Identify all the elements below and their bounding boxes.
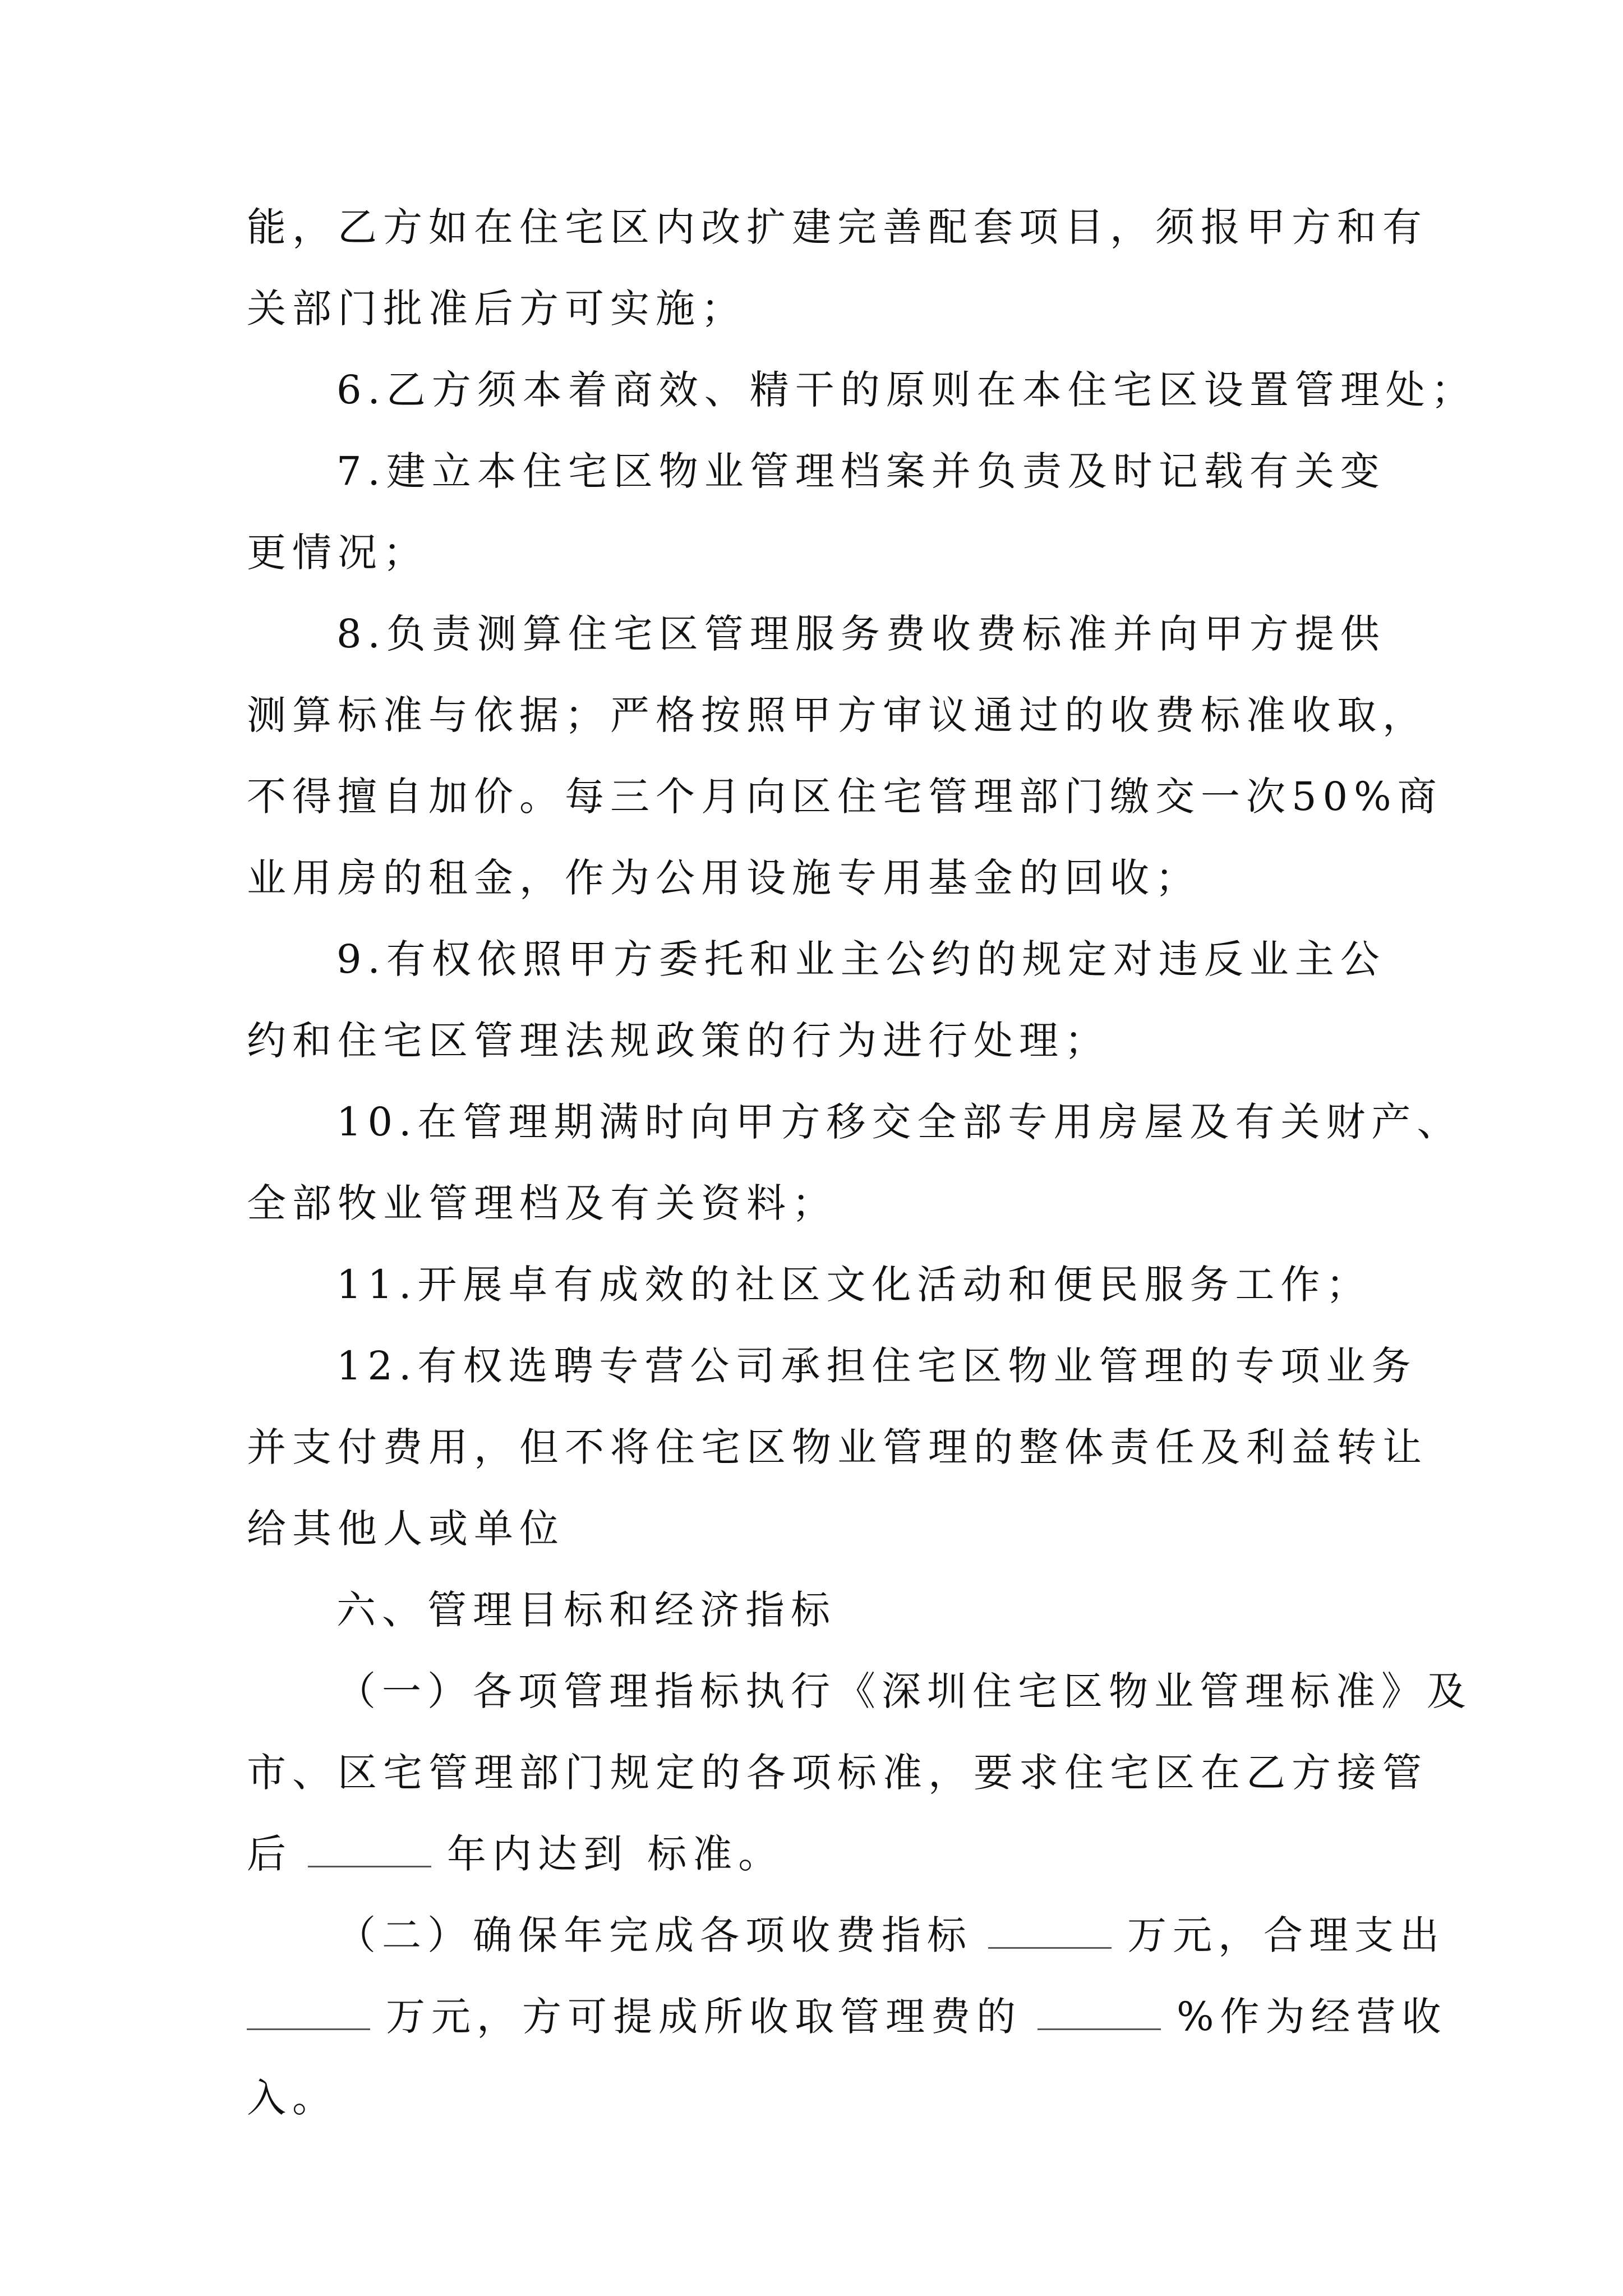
text-line: 市、区宅管理部门规定的各项标准，要求住宅区在乙方接管 — [247, 1750, 1428, 1796]
section-heading: 六、管理目标和经济指标 — [336, 1587, 836, 1633]
text-line-with-blank — [247, 1989, 1447, 2045]
text-line-item-7: 7.建立本住宅区物业管理档案并负责及时记载有关变 — [336, 448, 1386, 494]
text-line-item-10: 10.在管理期满时向甲方移交全部专用房屋及有关财产、 — [336, 1099, 1463, 1145]
fill-in-blank — [988, 1908, 1112, 1949]
text-fragment: 年内达到 标准。 — [447, 1831, 784, 1877]
text-line: 并支付费用，但不将住宅区物业管理的整体责任及利益转让 — [247, 1424, 1428, 1470]
text-line: 给其他人或单位 — [247, 1506, 565, 1552]
text-line-item-6: 6.乙方须本着商效、精干的原则在本住宅区设置管理处； — [336, 367, 1477, 413]
text-line-with-blank — [247, 1826, 783, 1882]
text-line-item-9: 9.有权依照甲方委托和业主公约的规定对违反业主公 — [336, 936, 1386, 982]
text-fragment: 万元，方可提成所收取管理费的 — [386, 1994, 1022, 2040]
text-line-item-12: 12.有权选聘专营公司承担住宅区物业管理的专项业务 — [336, 1343, 1417, 1389]
text-line: 约和住宅区管理法规政策的行为进行处理； — [247, 1018, 1110, 1064]
text-line-item-8: 8.负责测算住宅区管理服务费收费标准并向甲方提供 — [336, 611, 1386, 657]
text-line: 能，乙方如在住宅区内改扩建完善配套项目，须报甲方和有 — [247, 204, 1428, 250]
text-line-item-11: 11.开展卓有成效的社区文化活动和便民服务工作； — [336, 1262, 1372, 1308]
text-line: 测算标准与依据；严格按照甲方审议通过的收费标准收取， — [247, 692, 1428, 738]
text-fragment: %作为经营收 — [1177, 1994, 1447, 2040]
text-line: 关部门批准后方可实施； — [247, 286, 746, 332]
fill-in-blank — [247, 1989, 370, 2030]
text-line: 入。 — [247, 2075, 338, 2121]
text-line: 业用房的租金，作为公用设施专用基金的回收； — [247, 855, 1201, 901]
text-line-clause-1: （一）各项管理指标执行《深圳住宅区物业管理标准》及 — [336, 1668, 1472, 1714]
text-line: 不得擅自加价。每三个月向区住宅管理部门缴交一次50%商 — [247, 774, 1443, 820]
fill-in-blank — [308, 1826, 431, 1867]
text-fragment: 后 — [247, 1831, 292, 1877]
text-line: 全部牧业管理档及有关资料； — [247, 1180, 837, 1226]
text-fragment: 万元，合理支出 — [1127, 1912, 1445, 1958]
text-fragment: （二）确保年完成各项收费指标 — [336, 1912, 972, 1958]
text-line-clause-2 — [336, 1907, 1445, 1963]
text-line: 更情况； — [247, 530, 428, 576]
fill-in-blank — [1038, 1989, 1161, 2030]
